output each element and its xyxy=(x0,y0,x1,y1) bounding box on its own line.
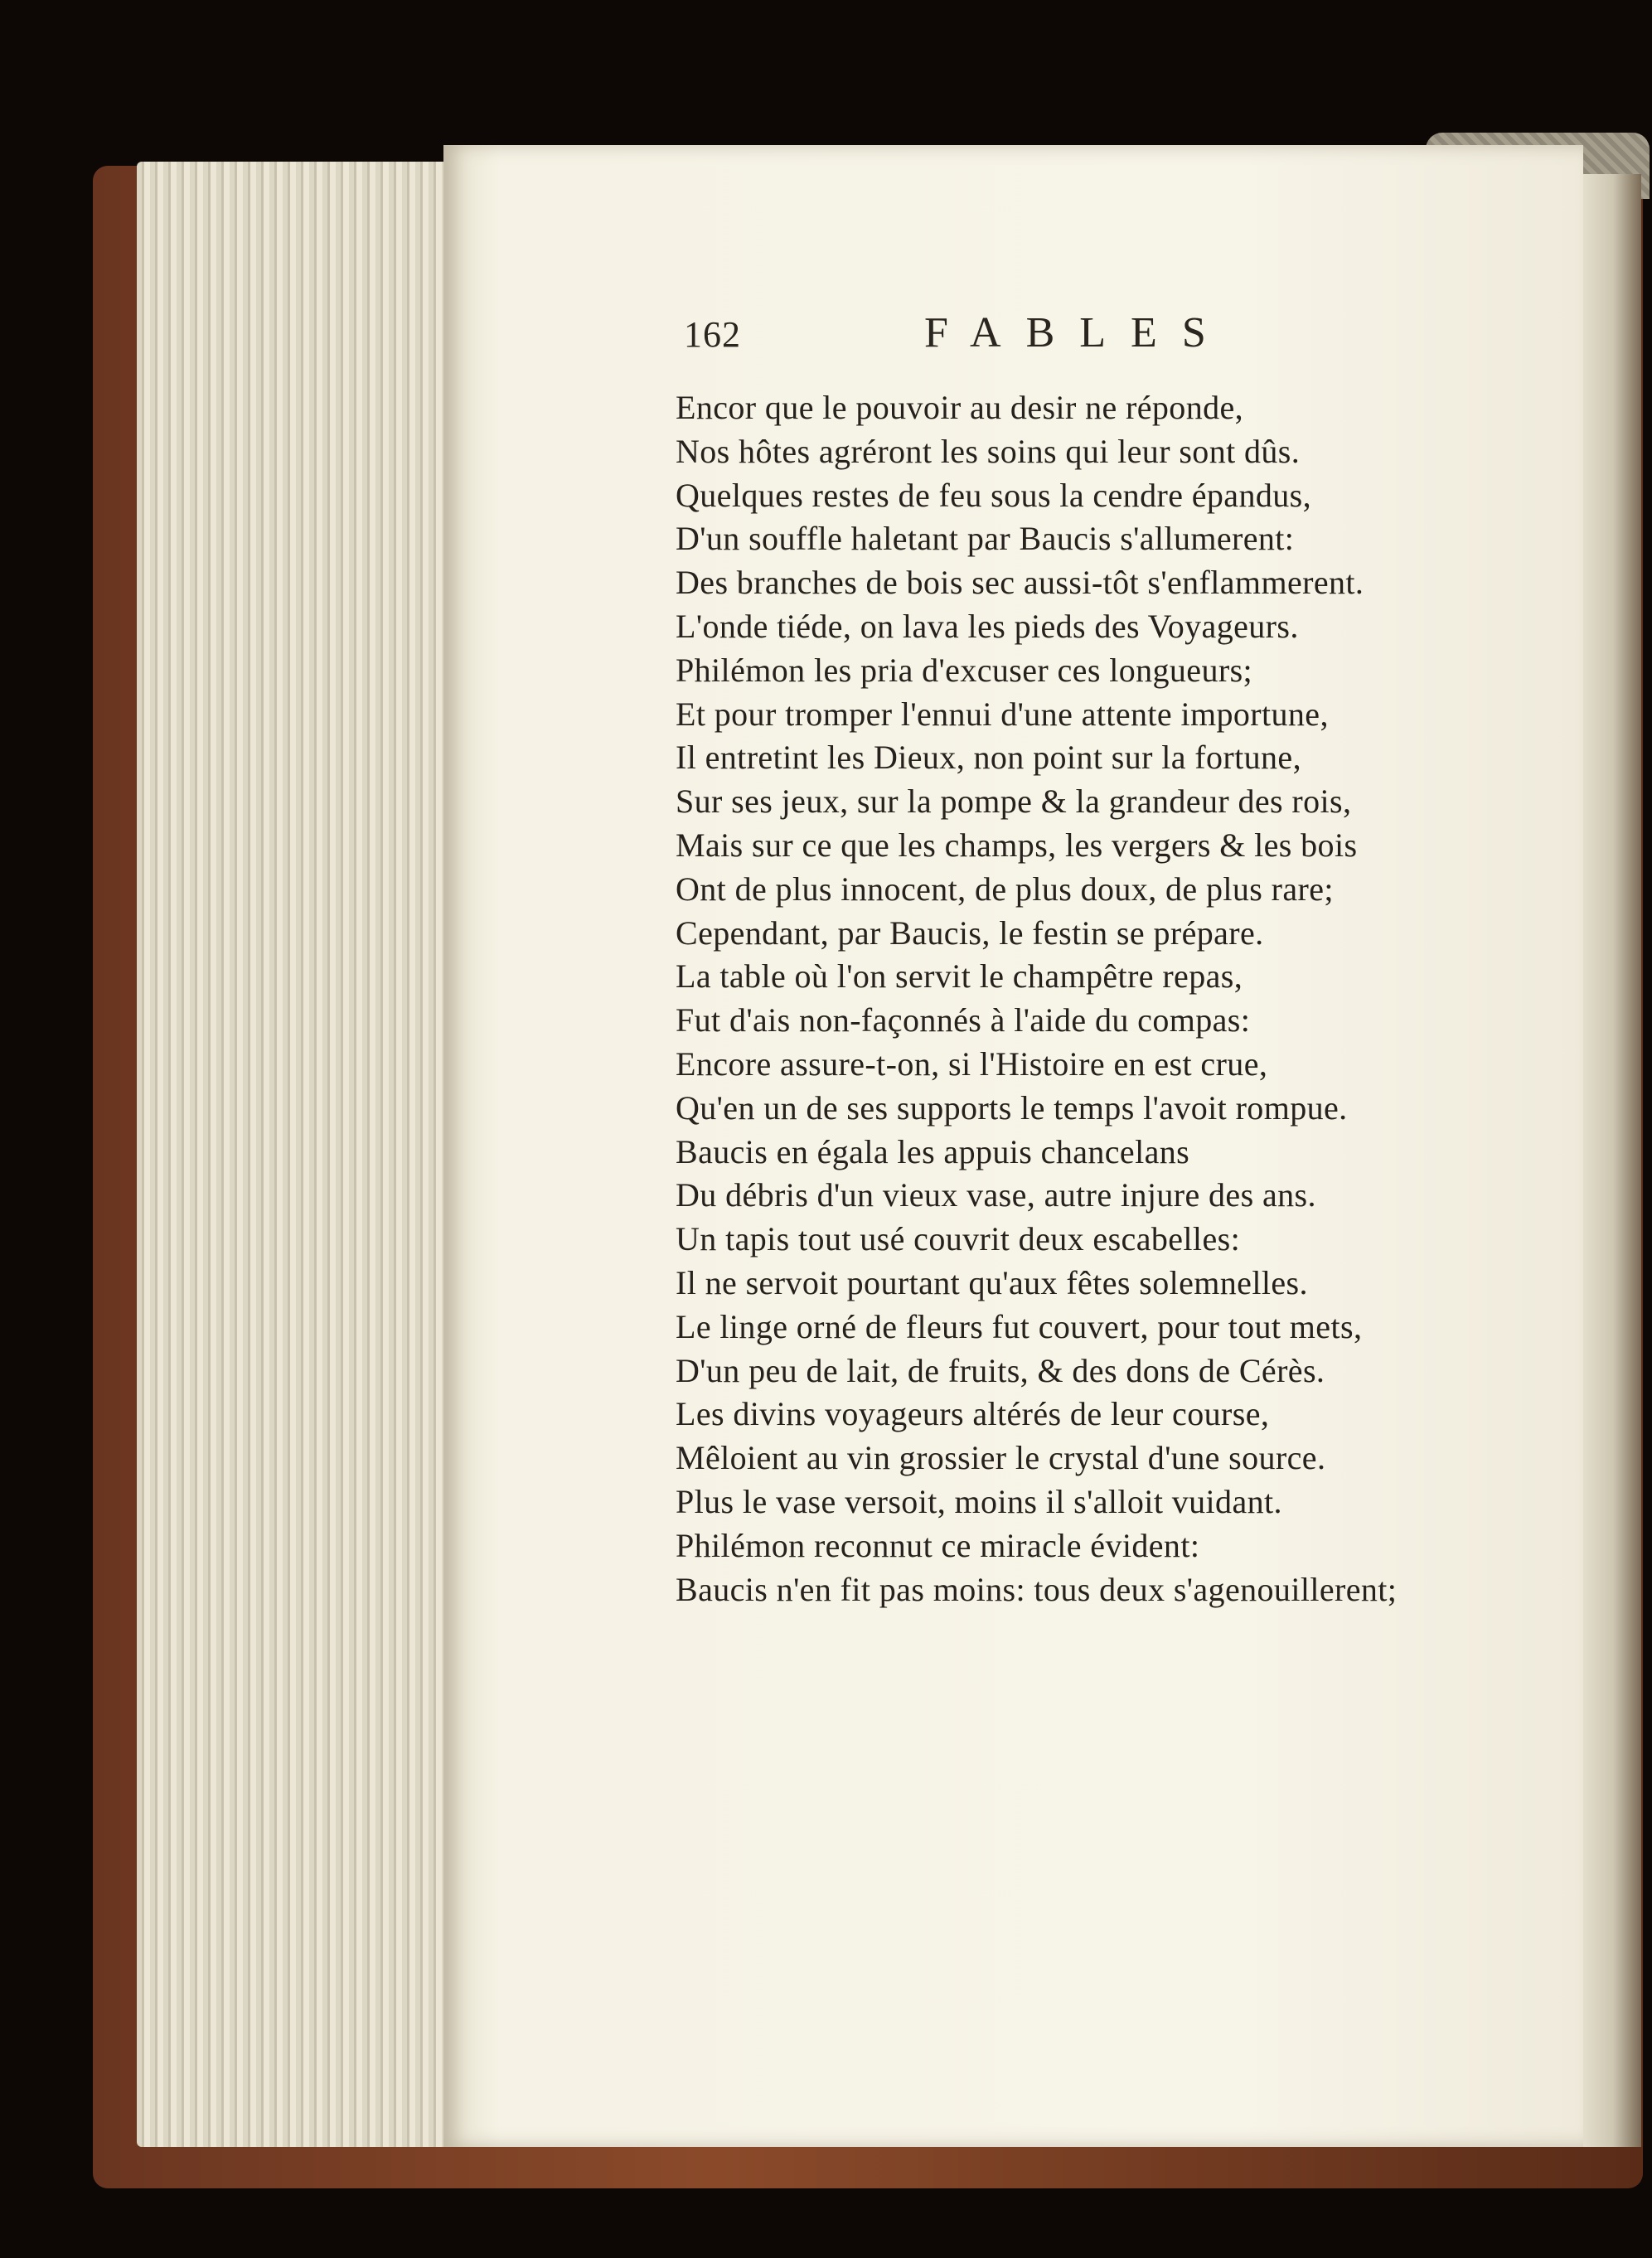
verse-line: Et pour tromper l'ennui d'une attente importune, xyxy=(676,695,1329,733)
verse-line: Des branches de bois sec aussi-tôt s'enflammerent. xyxy=(676,564,1364,602)
verse-line: Fut d'ais non-façonnés à l'aide du compas: xyxy=(676,1001,1251,1039)
verse-line: Encore assure-t-on, si l'Histoire en est crue, xyxy=(676,1044,1268,1083)
verse-line: Il entretint les Dieux, non point sur la fortune, xyxy=(676,739,1301,777)
verse-line: L'onde tiéde, on lava les pieds des Voyageurs. xyxy=(676,607,1299,645)
page-header xyxy=(684,308,1314,366)
verse-line: Mêloient au vin grossier le crystal d'une source. xyxy=(676,1439,1326,1477)
verse-line: Qu'en un de ses supports le temps l'avoit rompue. xyxy=(676,1088,1348,1127)
page-edge-right xyxy=(1579,174,1641,2147)
page-number: 162 xyxy=(684,314,741,355)
verse-line: La table où l'on servit le champêtre repas, xyxy=(676,957,1243,996)
verse-line: D'un peu de lait, de fruits, & des dons de Cérès. xyxy=(676,1351,1325,1389)
verse-line: Baucis en égala les appuis chancelans xyxy=(676,1132,1190,1170)
verse-line: Il ne servoit pourtant qu'aux fêtes solemnelles. xyxy=(676,1263,1308,1301)
verse-line: Baucis n'en fit pas moins: tous deux s'agenouillerent; xyxy=(676,1570,1398,1608)
running-title: FABLES xyxy=(924,309,1231,356)
verse-line: Encor que le pouvoir au desir ne réponde, xyxy=(676,389,1244,426)
verse-line: Philémon reconnut ce miracle évident: xyxy=(676,1526,1200,1564)
verse-line: D'un souffle haletant par Baucis s'allumerent: xyxy=(676,520,1295,558)
verse-line: Les divins voyageurs altérés de leur course, xyxy=(676,1395,1270,1433)
verse-line: Quelques restes de feu sous la cendre épandus, xyxy=(676,476,1312,514)
verse-line: Sur ses jeux, sur la pompe & la grandeur des rois, xyxy=(676,783,1352,821)
verse-line: Du débris d'un vieux vase, autre injure des ans. xyxy=(676,1176,1316,1214)
verse-line: Cependant, par Baucis, le festin se prépare. xyxy=(676,913,1264,952)
page-block-left xyxy=(137,162,468,2147)
verse-line: Un tapis tout usé couvrit deux escabelles: xyxy=(676,1220,1241,1258)
verse-text xyxy=(676,386,1554,1611)
verse-line: Ont de plus innocent, de plus doux, de plus rare; xyxy=(676,870,1334,908)
verse-line: Plus le vase versoit, moins il s'alloit vuidant. xyxy=(676,1482,1282,1520)
verse-line: Mais sur ce que les champs, les vergers & les bois xyxy=(676,826,1358,864)
verse-line: Nos hôtes agréront les soins qui leur sont dûs. xyxy=(676,432,1301,470)
verse-line: Philémon les pria d'excuser ces longueurs; xyxy=(676,651,1253,689)
verse-line: Le linge orné de fleurs fut couvert, pour tout mets, xyxy=(676,1307,1363,1345)
